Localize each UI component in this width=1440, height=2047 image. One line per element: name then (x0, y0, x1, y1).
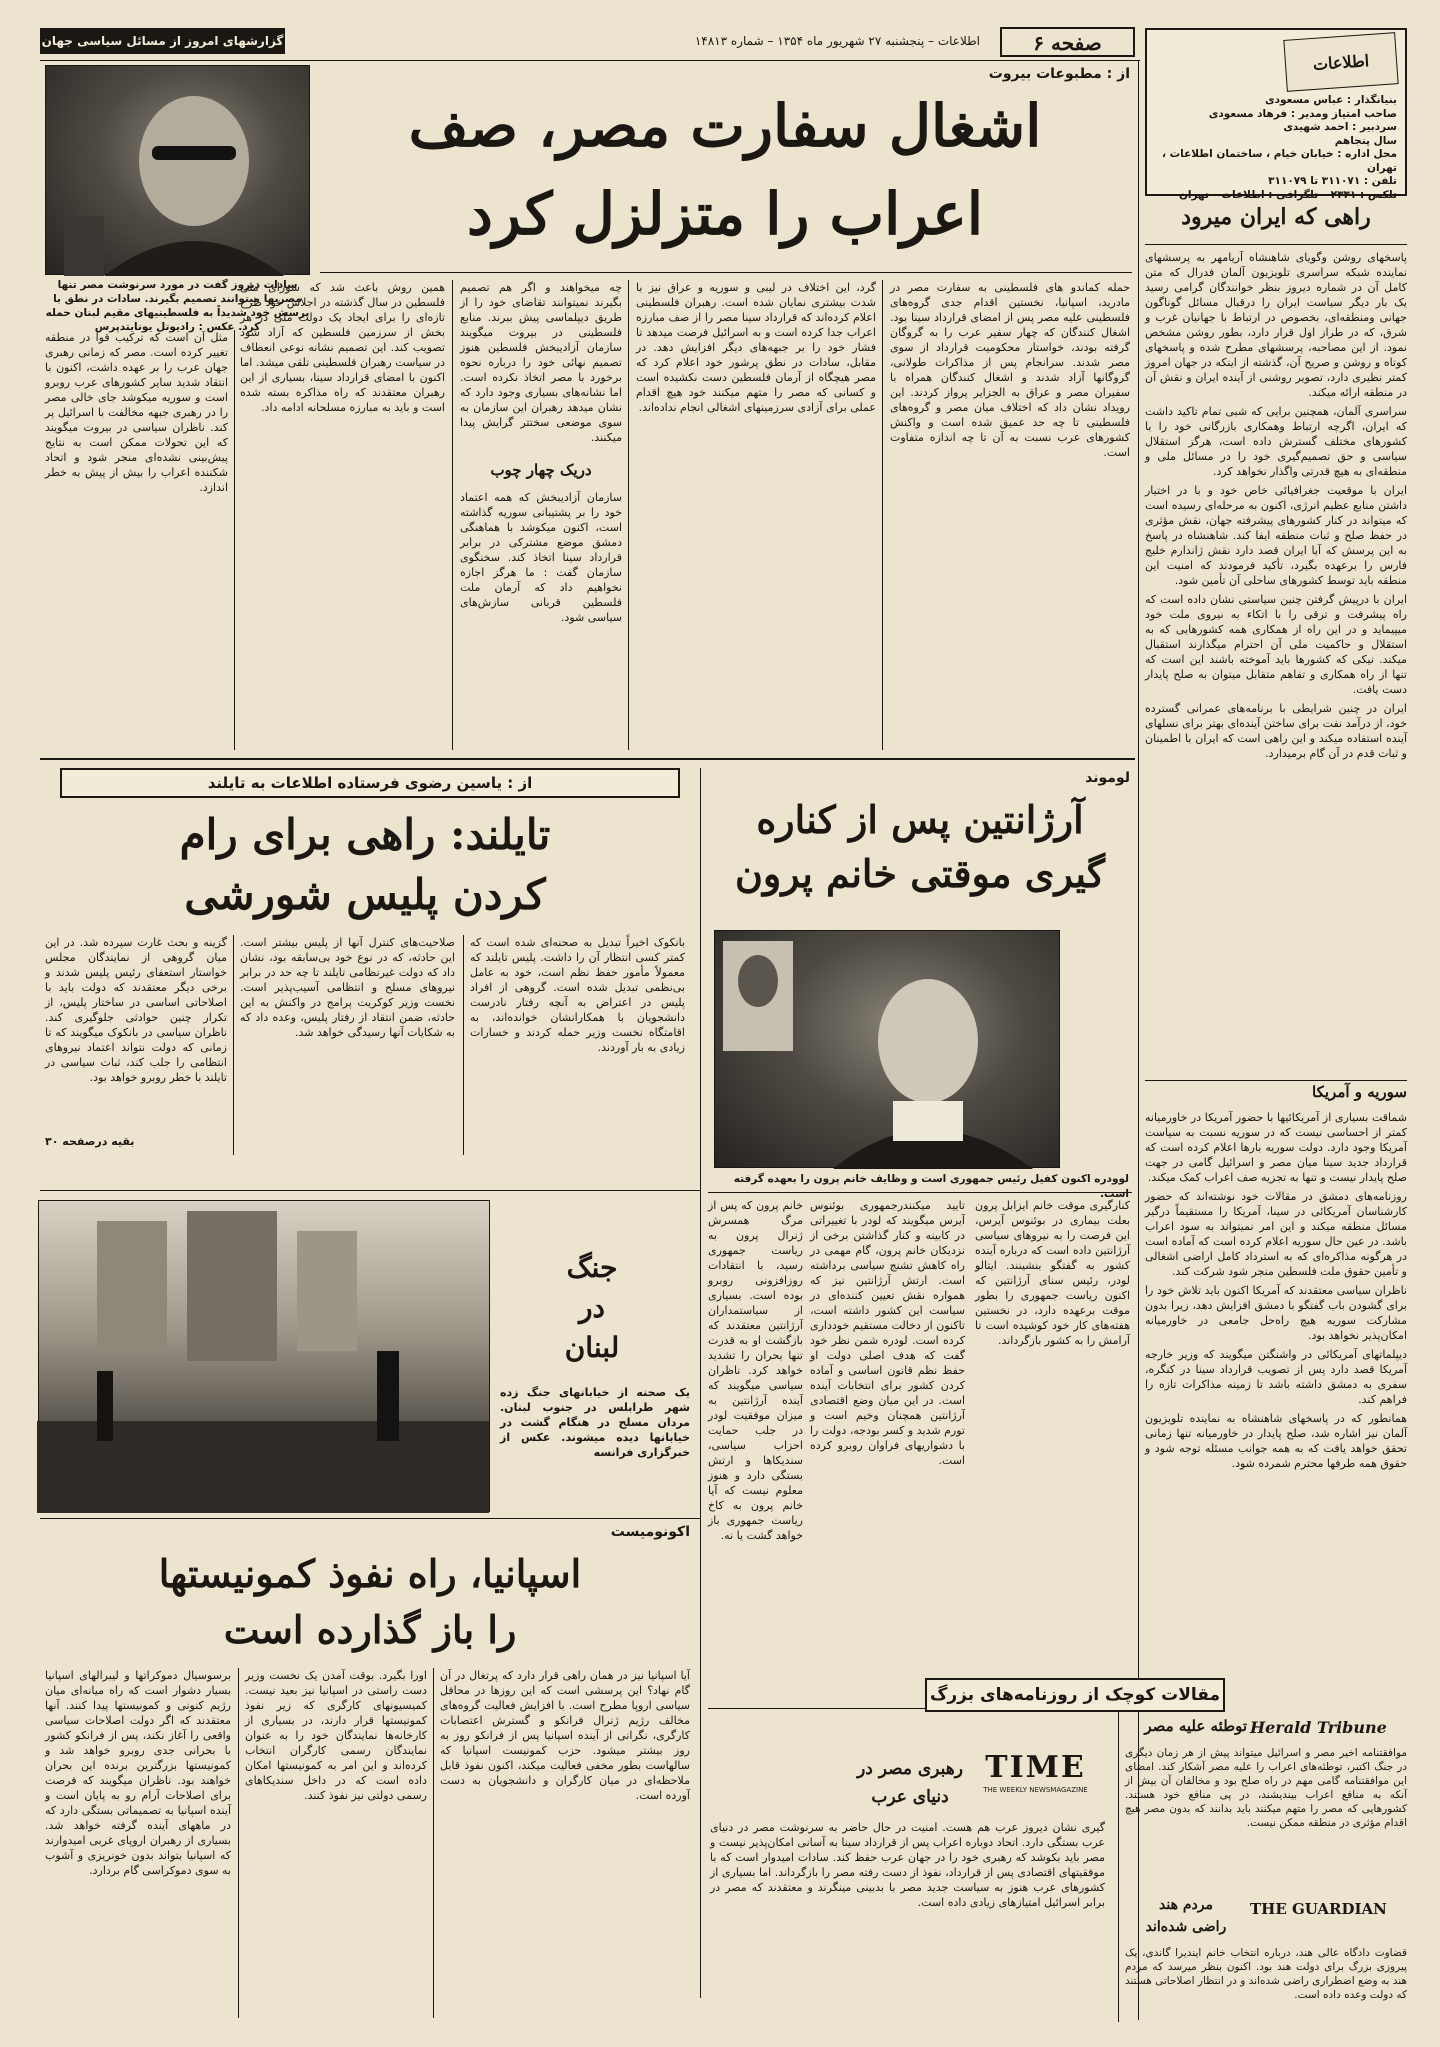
spain-col-3-text: برسوسیال دموکراتها و لیبرالهای اسپانیا بسیار دشوار است که راه میانه‌ای میان رژیم کنونی و کمونیستها پیدا کنند. آنها معتقدند که اگر دولت اصلاحات سیاسی واقعی را آغاز نکند، پس از فرانکو کشور با بحرانی جدی روبرو خواهد شد و کمونیستها بزرگترین برنده این بحران خواهند بود. (45, 1669, 231, 1787)
syria-title-text: سوریه و آمریکا (1312, 1083, 1407, 1101)
argentina-caption-text: لوودره اکنون کفیل رئیس جمهوری است و وظایف خانم پرون را بعهده گرفته است. (733, 1173, 1129, 1200)
page-number-text: صفحه ۶ (1033, 31, 1102, 55)
lebanon-caption-text: یک صحنه از خیابانهای جنگ زده شهر طرابلس در جنوب لبنان. مردان مسلح در هنگام گشت در خیابانها دیده میشوند. عکس از خبرگزاری فرانسه (500, 1386, 690, 1459)
guardian-text-body: قضاوت دادگاه عالی هند، درباره انتخاب خانم ایندیرا گاندی، یک پیروزی بزرگ برای دولت هند بود. اکنون بنظر میرسد که مردم هند به وضع اضطراری راضی شده‌اند و در انتظار اصلاحاتی هستند که دولت وعده داده است. (1125, 1947, 1407, 2001)
argentina-photo-caption (714, 1172, 1129, 1200)
spain-source-text: اکونومیست (610, 1524, 690, 1540)
spain-source (40, 1524, 690, 1546)
lead-col-3 (460, 280, 622, 460)
editorial-paragraph: ایران با درپیش گرفتن چنین سیاستی نشان داده است که راه پیشرفت و ترقی را با اتکاء به نیروی ملت خود میپیماید و در این راه از همکاری همه کشورهایی که به استقلال و حاکمیت ملی آن احترام میگذارند استقبال میکند. نیکی که کشورها باید آموخته باشند این است که تنها از راه همکاری و تفاهم متقابل میتوان به صلح پایدار دست یافت. (1145, 593, 1407, 696)
lead-headline-1 (320, 92, 1130, 170)
lead-col-3b-text: سازمان آزادیبخش که همه اعتماد خود را بر پشتیبانی سوریه گذاشته است، اکنون میکوشد با هماهنگی دمشق موضع مشترکی در برابر قرارداد سینا اتخاذ کند. سخنگوی سازمان گفت : ما هرگز اجازه نخواهیم داد که آرمان ملت فلسطین قربانی سازش‌های سیاسی شود. (460, 491, 622, 624)
guardian-title (1125, 1894, 1247, 1942)
spain-col-1-text: آیا اسپانیا نیز در همان راهی قرار دارد که پرتغال در آن گام نهاد؟ این پرسشی است که این روزها در محافل سیاسی اروپا مطرح است. با افزایش فعالیت گروه‌های مخالف رژیم ژنرال فرانکو و گسترش اعتصابات کارگری، نگرانی از آینده اسپانیا پس از فرانکو روز به روز بیشتر میشود. حزب کمونیست اسپانیا که سالهاست بطور مخفی فعالیت میکند، اکنون نفوذ قابل ملاحظه‌ای در میان کارگران و دانشجویان به دست آورده است. (440, 1669, 690, 1802)
info-line-phone: تلفن : ۳۱۱۰۷۱ تا ۳۱۱۰۷۹ (1268, 175, 1397, 187)
page-number (1000, 27, 1135, 57)
spain-headline-2-text: را باز گذارده است (223, 1607, 517, 1652)
editorial-paragraph: سراسری آلمان، همچنین برایی که شبی تمام تاکید داشت که ایران، اگرچه ارتباط وهمکاری بازرگانی خود را با کشورهای مختلف گسترش داده است، هرگز استقلال سیاسی و حق تصمیم‌گیری خود را در مسائل ملی و منطقه‌ای به هیچ قدرتی واگذار نخواهد کرد. (1145, 405, 1407, 478)
lebanon-caption (500, 1385, 690, 1505)
spain-headline-2 (40, 1608, 700, 1662)
lebanon-photo-art (37, 1201, 489, 1513)
lead-col-5 (45, 330, 228, 750)
syria-paragraph: روزنامه‌های دمشق در مقالات خود نوشته‌اند که حضور کارشناسان آمریکائی در سینا، آمریکا را مستقیماً درگیر مسائل منطقه میکند و این امر نمیتواند به سود اعراب باشد. در عین حال سوریه اعلام کرده است که آماده است در هرگونه مذاکره‌ای که به استرداد کامل اراضی اشغالی و تأمین حقوق ملت فلسطین منجر شود شرکت کند. (1145, 1190, 1407, 1278)
time-sub (968, 1786, 1103, 1798)
guardian-logo (1250, 1900, 1410, 1924)
spain-col-2-text: اورا بگیرد. بوقت آمدن یک نخست وزیر دست راستی در اسپانیا نیز بعید نیست. کمیسیونهای کارگری که زیر نفوذ کمونیستها قرار دارند، در بسیاری از کارخانه‌ها نمایندگان خود را به عنوان نمایندگان رسمی کارگران انتخاب کرده‌اند و این امر به کمونیستها امکان داده است که در داخل سندیکاهای رسمی دولتی نیز نفوذ کنند. (245, 1669, 427, 1802)
logo-text: اطلاعات (1312, 50, 1370, 74)
editorial-paragraph: ایران در چنین شرایطی با برنامه‌های عمرانی گسترده خود، از درآمد نفت برای ساختن آینده‌ای بهتر برای نسلهای آینده استفاده میکند و این راهی است که ایران با اطمینان و ثبات قدم در آن گام برمیدارد. (1145, 702, 1407, 760)
lead-headline-2 (320, 180, 1130, 258)
argentina-col-3-text: خانم پرون که پس از مرگ همسرش ژنرال پرون به ریاست جمهوری رسید، با انتقادات روزافزونی روبرو بوده است. بسیاری از سیاستمداران آرژانتین معتقدند که بازگشت او به قدرت تنها بحران را تشدید خواهد کرد. (708, 1199, 803, 1377)
lebanon-title (492, 1248, 692, 1368)
argentina-source-text: لوموند (1085, 770, 1130, 786)
time-title-1: رهبری مصر در (857, 1759, 963, 1779)
info-line-year: سال پنجاهم (1334, 134, 1397, 147)
argentina-headline-1 (708, 798, 1132, 850)
guardian-logo-text: THE GUARDIAN (1250, 1900, 1387, 1918)
thailand-headline-2 (40, 870, 690, 926)
thailand-col-1-text: بانکوک اخیراً تبدیل به صحنه‌ای شده است که کمتر کسی انتظار آن را داشت. پلیس تایلند که معمولاً مأمور حفظ نظم است، خود به عامل بی‌نظمی تبدیل شده است. گروهی از افراد پلیس در اعتراض به آنچه رفتار نادرست دانشجویان با همکارانشان خوانده‌اند، به اقامتگاه نخست وزیر حمله کردند و خسارات زیادی به بار آوردند. (470, 936, 685, 1054)
thailand-col-2-text: صلاحیت‌های کنترل آنها از پلیس بیشتر است. این حادثه، که در نوع خود بی‌سابقه بود، نشان داد که دولت غیرنظامی تایلند تا چه حد در برابر نیروهای مسلح و انتظامی آسیب‌پذیر است. نخست وزیر کوکریت پرامج در واکنش به این حادثه، ضمن انتقاد از رفتار پلیس، وعده داد که به شکایات آنها رسیدگی خواهد شد. (240, 936, 455, 1039)
iht-text-body: موافقتنامه اخیر مصر و اسرائیل میتواند پیش از هر زمان دیگری در جنگ اکتبر، توطئه‌های اعراب را علیه مصر آشکار کند. امضای این موافقتنامه گامی مهم در راه صلح بود و مخالفان آن بیش از آنکه به منافع اعراب بیندیشند، در پی منافع خود هستند. کشورهایی که مصر را متهم میکنند باید بدانند که بدون مصر هیچ اقدام مؤثری در منطقه ممکن نیست. (1125, 1747, 1407, 1829)
syria-paragraph: همانطور که در پاسخهای شاهنشاه به نماینده تلویزیون آلمان نیز اشاره شد، صلح پایدار در خاورمیانه تنها زمانی تحقق خواهد یافت که به همه جوانب مسئله توجه شود و حقوق همه طرفها محترم شمرده شود. (1145, 1412, 1407, 1470)
info-line-telex: تلکس : ۲۳۳۱ – تلگرافی : اطلاعات – تهران (1178, 188, 1397, 201)
spain-col-1 (440, 1668, 690, 2018)
iht-text (1125, 1746, 1407, 1896)
syria-paragraph: ناظران سیاسی معتقدند که آمریکا اکنون باید تلاش خود را برای گشودن باب گفتگو با دمشق افزایش دهد، زیرا بدون مشارکت سوریه هیچ راه‌حل جامعی در خاورمیانه امکان‌پذیر نخواهد بود. (1145, 1284, 1407, 1342)
lead-headline-2-text: اعراب را متزلزل کرد (467, 180, 983, 248)
sadat-photo (45, 65, 310, 275)
lead-col-5-text: مثل آن است که ترکیب قوا در منطقه تغییر کرده است. مصر که زمانی رهبری جهان عرب را بر عهده داشت، اکنون با انتقاد شدید سایر کشورهای عرب روبرو است و سوریه میکوشد جای خالی مصر را در رهبری جبهه مخالفت با اسرائیل پر کند. ناظران سیاسی در بیروت میگویند که این تحولات ممکن است به نتایج پیش‌بینی نشده‌ای منجر شود و اتحاد شکننده اعراب را بیش از پیش به خطر اندازد. (45, 331, 228, 494)
argentina-col-1-text: کنارگیری موقت خانم ایزابل پرون بعلت بیماری در بوئنوس آیرس، این فرصت را به نیروهای سیاسی آرژانتین داده است که درباره آینده کشور به گفتگو بنشینند. ایتالو لودر، رئیس سنای آرژانتین که اکنون ریاست جمهوری را بطور موقت برعهده دارد، در نخستین هفته‌های کار خود کوشیده است تا آرامش را به کشور بازگرداند. (975, 1199, 1130, 1347)
argentina-headline-2-text: گیری موقتی خانم پرون (735, 851, 1105, 896)
logo (1283, 32, 1398, 92)
lead-source (700, 66, 1130, 88)
iht-logo (1250, 1718, 1410, 1742)
lead-subhead (460, 462, 622, 486)
spain-col-3 (45, 1668, 231, 2018)
guardian-title-2: راضی شده‌اند (1145, 1919, 1227, 1935)
lead-col-3b (460, 490, 622, 750)
thailand-headline-1 (40, 810, 690, 866)
syria-paragraph: شماقت بسیاری از آمریکائیها با حضور آمریکا در خاورمیانه کمتر از احساسی نیست که در سوریه نسبت به سیاست آمریکا وجود دارد. دولت سوریه بارها اعلام کرده است که قرارداد جدید سینا میان مصر و اسرائیل گامی در جهت صلح پایدار نیست و تنها به تجزیه صف اعراب کمک میکند. (1145, 1111, 1407, 1184)
spain-headline-1 (40, 1552, 700, 1606)
argentina-col-2 (810, 1198, 965, 1703)
info-line-founder: بنیانگذار : عباس مسعودی (1265, 94, 1397, 106)
argentina-photo-art (713, 931, 1059, 1169)
thailand-col-3-text: گزینه و بحث غارت سپرده شد. در این میان گروهی از نمایندگان مجلس خواستار استعفای رئیس پلیس شدند و برخی دیگر معتقدند که دولت باید با اصلاحاتی اساسی در ساختار پلیس، از تکرار چنین حوادثی جلوگیری کند. ناظران سیاسی در بانکوک میگویند که تا زمانی که دولت نتواند اعتماد نیروهای انتظامی را جلب کند، ثبات سیاسی در تایلند با خطر روبرو خواهد بود. (45, 936, 227, 1084)
lead-headline-1-text: اشغال سفارت مصر، صف (408, 92, 1042, 160)
thailand-continued[interactable] (45, 1135, 227, 1153)
editorial-paragraph: ایران با موقعیت جغرافیائی خاص خود و با در اختیار داشتن منابع عظیم انرژی، اکنون به مرحله‌ای رسیده است که میتواند در کنار کشورهای پیشرفته جهان، نقش مؤثری در حفظ صلح و ثبات منطقه ایفا کند. شاهنشاه در پاسخ به این پرسش که آیا ایران قصد دارد نقش ژاندارم خلیج فارس را برعهده بگیرد، تأکید فرمودند که امنیت این منطقه باید توسط کشورهای ساحلی آن تأمین شود. (1145, 484, 1407, 587)
guardian-text (1125, 1946, 1407, 2022)
lebanon-title-1: جنگ (566, 1251, 618, 1284)
argentina-source (710, 770, 1130, 792)
section-banner (40, 28, 285, 54)
lead-col-2 (636, 280, 876, 750)
lebanon-title-3: لبنان (564, 1331, 620, 1364)
argentina-col-2-text: تایید میکنندرجمهوری بوئنوس آیرس میگویند که لودر با تغییراتی در کابینه و کنار گذاشتن برخی از نزدیکان خانم پرون، گام مهمی در راه کاهش تشنج سیاسی برداشته است. ارتش آرژانتین نیز که همواره نقش تعیین کننده‌ای در سیاست این کشور داشته است، تاکنون از دخالت مستقیم خودداری کرده است. (810, 1199, 965, 1347)
thailand-source (60, 768, 680, 798)
spain-headline-1-text: اسپانیا، راه نفوذ کمونیستها (158, 1551, 582, 1596)
time-title-2: دنیای عرب (871, 1787, 949, 1807)
masthead-info-box (1145, 28, 1407, 201)
spain-col-2 (245, 1668, 427, 2018)
section-banner-text: گزارشهای امروز از مسائل سیاسی جهان (41, 34, 284, 48)
info-line-owner: صاحب امتیاز ومدیر : فرهاد مسعودی (1208, 107, 1397, 120)
iht-title-text: توطئه علیه مصر (1144, 1717, 1247, 1735)
info-line-editor: سردبیر : احمد شهیدی (1283, 121, 1397, 133)
spain-col-3b-text: ناظران میگویند که فرصت برای اصلاحات آرام رو به پایان است و آینده اسپانیا به تصمیماتی بستگی دارد که در ماههای آینده گرفته خواهد شد. بسیاری از رهبران اروپای غربی امیدوارند که اسپانیا بتواند بدون خونریزی و آشوب به سوی دموکراسی گام بردارد. (45, 1774, 231, 1877)
date-line (300, 30, 980, 52)
time-logo-text: TIME (985, 1750, 1086, 1785)
editorial-title (1145, 205, 1407, 241)
time-text-body: گیری نشان دیروز عرب هم هست. امنیت در حال حاضر به سرنوشت مصر در دنیای عرب بستگی دارد. اتحاد دوباره اعراب پس از قرارداد سینا به آسانی امکان‌پذیر نیست و مصر باید بکوشد که رهبری خود را در جهان عرب حفظ کند. سادات امیدوار است که با موفقیتهای اقتصادی پس از قرارداد، نفوذ از دست رفته مصر را بازگرداند. اما بسیاری از کشورهای عرب هنوز به سیاست جدید مصر با بدبینی مینگرند و معتقدند که مصر در برابر اسرائیل امتیازهای زیادی داده است. (710, 1821, 1105, 1909)
thailand-source-text: از : یاسین رضوی فرستاده اطلاعات به تایلند (207, 774, 533, 792)
iht-title (1125, 1718, 1247, 1742)
thailand-continued-text: بقیه درصفحه ۳۰ (45, 1135, 135, 1148)
syria-title (1145, 1084, 1407, 1108)
lebanon-street-photo (38, 1200, 490, 1512)
time-logo (968, 1750, 1103, 1786)
lead-col-1-text: حمله کماندو های فلسطینی به سفارت مصر در مادرید، اسپانیا، نخستین اقدام جدی گروه‌های فلسطینی علیه مصر پس از امضای قرارداد سینا بود. اشغال کنندگان که چهار سفیر عرب را به گروگان گرفته بودند، خواستار محکومیت قرارداد از سوی مصر شدند. سرانجام پس از مذاکرات طولانی، گروگانها آزاد شدند و اشغال کنندگان همراه با سفیران مصر و عراق به الجزایر پرواز کردند. این رویداد نشان داد که اختلاف میان مصر و گروه‌های فلسطینی تا چه حد عمیق شده است و واکنش کشورهای عرب نسبت به آن تا چه اندازه متفاوت است. (890, 281, 1130, 459)
thailand-headline-2-text: کردن پلیس شورشی (184, 870, 546, 919)
argentina-col-2b-text: لودره شمن نظر خود گفت که هدف اصلی دولت او حفظ نظم قانون اساسی و آماده کردن کشور برای انتخابات آینده است. در این میان وضع اقتصادی آرژانتین همچنان وخیم است و تورم شدید و کسر بودجه، دولت را با دشواریهای فراوان روبرو کرده است. (810, 1334, 965, 1467)
argentina-col-3 (708, 1198, 803, 1703)
lead-subhead-text: دریک چهار چوب (490, 461, 592, 479)
time-text (710, 1820, 1105, 2020)
thailand-col-3 (45, 935, 227, 1133)
time-title (855, 1755, 965, 1815)
sadat-caption-text: سادات دیروز گفت در مورد سرنوشت مصر تنها مصریها میتوانند تصمیم بگیرند. سادات در نطق با پرسش خود شدیداً به فلسطینیهای مقیم لبنان حمله کرد. عکس : رادیوتل یونایتدپرس (45, 279, 310, 333)
lead-col-1 (890, 280, 1130, 750)
big-papers-banner-text: مقالات کوچک از روزنامه‌های بزرگ (929, 1685, 1221, 1705)
time-sub-text: THE WEEKLY NEWSMAGAZINE (983, 1786, 1088, 1794)
lead-col-4-text: همین روش باعث شد که شورای ملی فلسطین در سال گذشته در اجلاس خود طرح تازه‌ای را برای ایجاد یک دولت ملی در هر بخش از سرزمین فلسطین که آزاد شود تصویب کند. این تصمیم نشانه نوعی انعطاف در سیاست رهبران فلسطینی تلقی میشد. اما اکنون با امضای قرارداد سینا، بسیاری از این رهبران معتقدند که راه مذاکره بسته شده است و باید به مبارزه مسلحانه ادامه داد. (240, 281, 445, 414)
argentina-headline-2 (708, 852, 1132, 904)
lead-col-2-text: گرد، این اختلاف در لیبی و سوریه و عراق نیز با شدت بیشتری نمایان شده است. رهبران فلسطینی اعلام کرده‌اند که قرارداد سینا مصر را از صف مبارزه اعراب جدا کرده است و به اسرائیل فرصت میدهد تا فشار خود را بر جبهه‌های دیگر افزایش دهد. در مقابل، سادات در نطق پرشور خود اعلام کرد که مصر هیچگاه از آرمان فلسطین دست نکشیده است و کسانی که مصر را متهم میکنند خود هیچ اقدام عملی برای آزادی سرزمینهای اشغالی انجام نداده‌اند. (636, 281, 876, 414)
thailand-col-1 (470, 935, 685, 1155)
lead-col-3-text: چه میخواهند و اگر هم تصمیم بگیرند نمیتوانند تقاضای خود را از طریق دیپلماسی پیش ببرند. منابع فلسطینی در بیروت میگویند سازمان آزادیبخش فلسطین هنوز تصمیم نهائی خود را درباره نحوه برخورد با مصر اتخاذ نکرده است. اما نشانه‌های بسیاری وجود دارد که نشان میدهد رهبران این سازمان به سوی موضعی سختتر گرایش پیدا میکنند. (460, 281, 622, 444)
argentina-headline-1-text: آرژانتین پس از کناره (756, 797, 1084, 842)
sadat-photo-art (44, 66, 309, 276)
lead-source-text: از : مطبوعات بیروت (988, 66, 1130, 82)
info-line-address: محل اداره : خیابان خیام ، ساختمان اطلاعات ، تهران (1161, 148, 1397, 174)
lead-col-4 (240, 280, 445, 750)
editorial-title-text: راهی که ایران میرود (1181, 204, 1371, 230)
iht-logo-text: Herald Tribune (1250, 1718, 1387, 1737)
lebanon-title-2: در (579, 1291, 605, 1324)
big-papers-banner (925, 1678, 1225, 1712)
thailand-col-2 (240, 935, 455, 1155)
argentina-leader-photo (714, 930, 1060, 1168)
date-line-text: اطلاعات – پنجشنبه ۲۷ شهریور ماه ۱۳۵۴ – شماره ۱۴۸۱۳ (694, 34, 980, 48)
argentina-col-1 (975, 1198, 1130, 1703)
syria-paragraph: دیپلماتهای آمریکائی در واشنگتن میگویند که وزیر خارجه آمریکا قصد دارد پس از تصویب قرارداد سینا در کنگره، سفری به دمشق داشته باشد تا زمینه مذاکرات تازه را فراهم کند. (1145, 1348, 1407, 1406)
argentina-col-3b-text: ناظران سیاسی میگویند که آینده آرژانتین به میزان موفقیت لودر در جلب حمایت احزاب سیاسی، سندیکاها و ارتش بستگی دارد و هنوز معلوم نیست که آیا خانم پرون به کاخ ریاست جمهوری باز خواهد گشت یا نه. (708, 1364, 803, 1542)
guardian-title-1: مردم هند (1159, 1897, 1213, 1913)
thailand-headline-1-text: تایلند: راهی برای رام (179, 810, 551, 859)
editorial-paragraph: پاسخهای روشن وگویای شاهنشاه آریامهر به پرسشهای نماینده شبکه سراسری تلویزیون آلمان فدرال که متن کامل آن در شماره دیروز بنظر خوانندگان گرامی رسید یک بار دیگر سیاست ایران را درقبال مسائل گوناگون جهانی ومنطقه‌ای، بخصوص در ارتباط با جهانیان غرب و شرق، که در طراز اول قرار دارد، بطور روشن مشخص نمود. از این مصاحبه، پرسشهای مطرح شده و پاسخهای کوتاه و روشن و صریح آن، گذشته از اینکه در جهان امروز کمتر نظیری دارد، تصویر روشنی از آینده ایران و نقش آن در منطقه ارائه میکند. (1145, 251, 1407, 399)
